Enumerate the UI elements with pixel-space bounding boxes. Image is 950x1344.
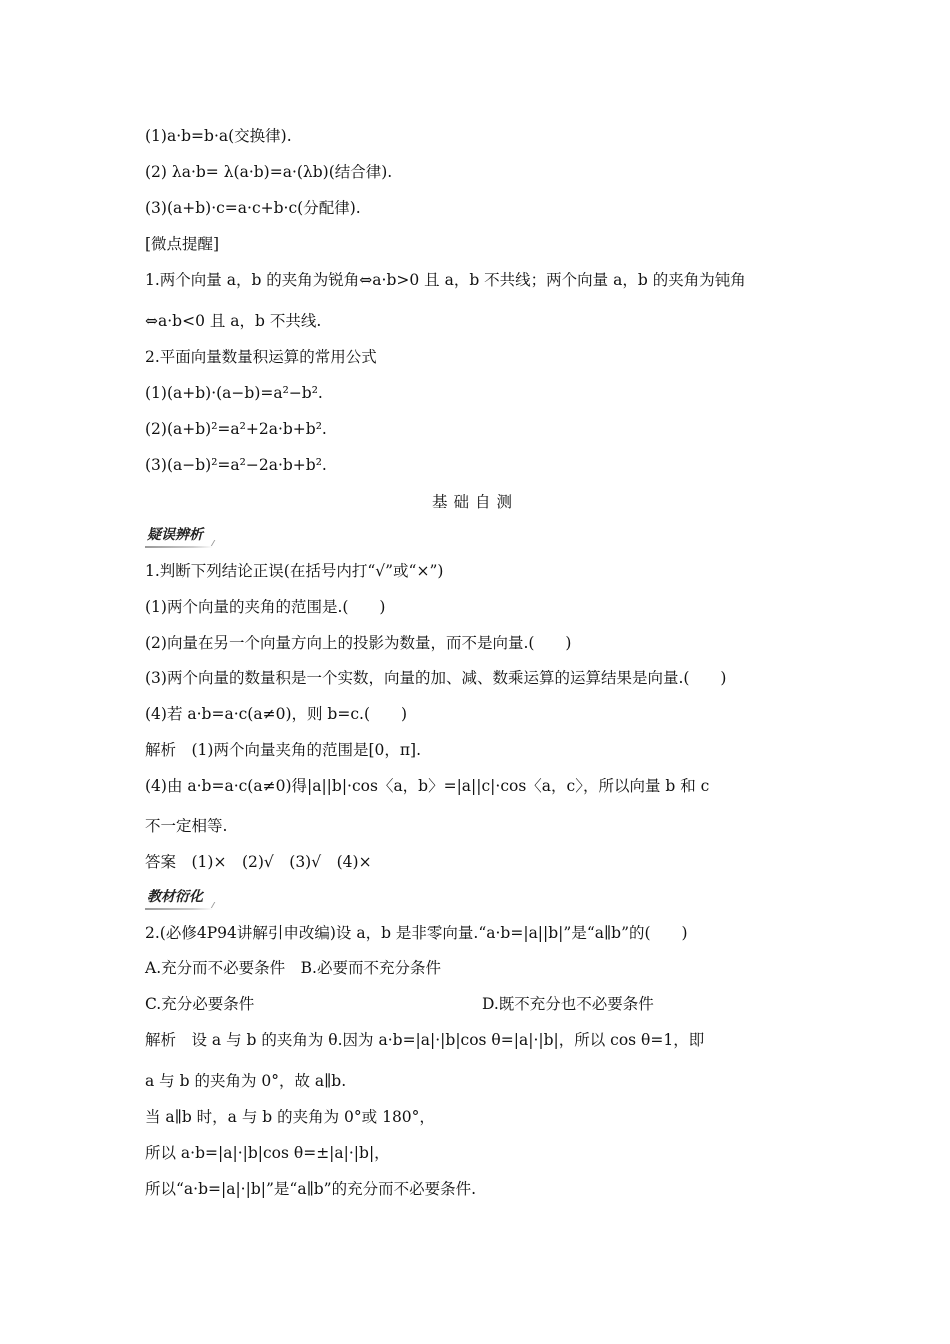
law-distributive: (3)(a+b)·c=a·c+b·c(分配律). — [145, 199, 361, 217]
q2-stem: 2.(必修4P94讲解引申改编)设 a，b 是非零向量.“a·b=|a||b|”是“a∥b”的( ) — [145, 924, 688, 942]
tip-heading: [微点提醒] — [145, 235, 220, 253]
q2-analysis-4: 所以 a·b=|a|·|b|cos θ=±|a|·|b|， — [145, 1144, 390, 1162]
q2-analysis-1: 解析 设 a 与 b 的夹角为 θ.因为 a·b=|a|·|b|cos θ=|a|·|b|，所以 cos θ=1，即 — [145, 1031, 705, 1049]
q1-analysis-1: 解析 (1)两个向量夹角的范围是[0，π]. — [145, 741, 422, 759]
q2-options-cd — [145, 993, 950, 1015]
q1-item-3: (3)两个向量的数量积是一个实数，向量的加、减、数乘运算的运算结果是向量.( ) — [145, 669, 727, 687]
tag-misconception: 疑误辨析 — [145, 525, 213, 546]
q2-analysis-3: 当 a∥b 时，a 与 b 的夹角为 0°或 180°， — [145, 1108, 435, 1126]
tip-1-line-2: ⇔a·b<0 且 a，b 不共线. — [145, 312, 322, 330]
law-commutative: (1)a·b=b·a(交换律). — [145, 127, 292, 145]
q2-options-ab — [145, 957, 825, 979]
q1-item-4: (4)若 a·b=a·c(a≠0)，则 b=c.( ) — [145, 705, 408, 723]
q1-item-1: (1)两个向量的夹角的范围是.( ) — [145, 598, 386, 616]
tip-1-line-1: 1.两个向量 a，b 的夹角为锐角⇔a·b>0 且 a，b 不共线；两个向量 a，b 的夹角为钝角 — [145, 271, 746, 289]
q2-option-b: B.必要而不充分条件 — [300, 959, 441, 977]
q1-analysis-2: (4)由 a·b=a·c(a≠0)得|a||b|·cos〈a，b〉=|a||c|·cos〈a，c〉，所以向量 b 和 c — [145, 777, 710, 795]
tip-2-heading: 2.平面向量数量积运算的常用公式 — [145, 348, 377, 366]
q2-analysis-5: 所以“a·b=|a|·|b|”是“a∥b”的充分而不必要条件. — [145, 1180, 477, 1198]
tag-textbook: 教材衍化 — [145, 887, 213, 908]
formula-1: (1)(a+b)·(a−b)=a²−b². — [145, 384, 323, 402]
q2-option-a: A.充分而不必要条件 — [145, 959, 286, 977]
section-title: 基础自测 — [431, 493, 518, 511]
q1-stem: 1.判断下列结论正误(在括号内打“√”或“×”) — [145, 562, 444, 580]
formula-3: (3)(a−b)²=a²−2a·b+b². — [145, 456, 327, 474]
q1-analysis-3: 不一定相等. — [145, 817, 228, 835]
q1-answer: 答案 (1)× (2)√ (3)√ (4)× — [145, 853, 372, 871]
formula-2: (2)(a+b)²=a²+2a·b+b². — [145, 420, 327, 438]
law-associative: (2) λa·b= λ(a·b)=a·(λb)(结合律). — [145, 163, 393, 181]
q2-analysis-2: a 与 b 的夹角为 0°，故 a∥b. — [145, 1072, 347, 1090]
q2-option-d: D.既不充分也不必要条件 — [482, 995, 654, 1013]
q2-option-c: C.充分必要条件 — [145, 995, 255, 1013]
q1-item-2: (2)向量在另一个向量方向上的投影为数量，而不是向量.( ) — [145, 634, 572, 652]
